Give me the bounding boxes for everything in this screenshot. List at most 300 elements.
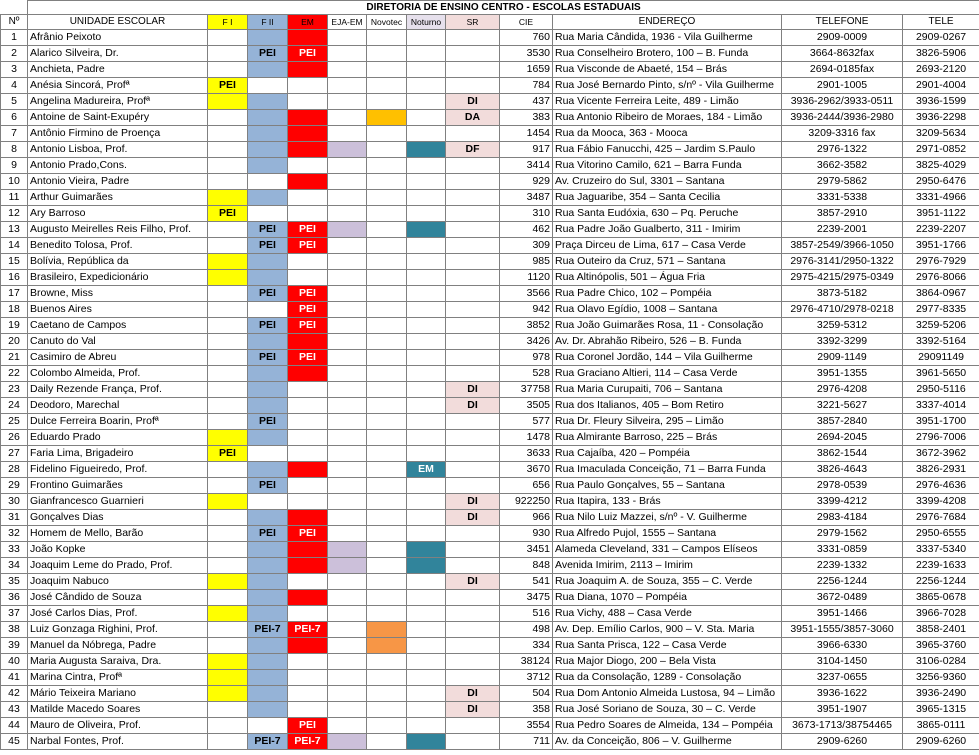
cell-cie: 383 <box>500 110 553 126</box>
cell-noturno <box>407 414 446 430</box>
cell-f1 <box>208 430 248 446</box>
cell-eja <box>328 718 367 734</box>
table-row <box>1 142 979 158</box>
cell-sr <box>446 46 500 62</box>
cell-telefone: 3826-4643 <box>782 462 903 478</box>
cell-novotec <box>367 718 407 734</box>
cell-tele: 3865-0111 <box>903 718 979 734</box>
cell-telefone: 2901-1005 <box>782 78 903 94</box>
cell-sr <box>446 126 500 142</box>
cell-f2: PEI <box>248 350 288 366</box>
cell-f2: PEI <box>248 238 288 254</box>
cell-cie: 1478 <box>500 430 553 446</box>
cell-noturno: EM <box>407 462 446 478</box>
cell-em: PEI <box>288 222 328 238</box>
cell-sr: DI <box>446 398 500 414</box>
school-name: Afrânio Peixoto <box>28 30 208 46</box>
table-row <box>1 254 979 270</box>
cell-cie: 760 <box>500 30 553 46</box>
cell-sr <box>446 606 500 622</box>
header-telefone: TELEFONE <box>782 15 903 30</box>
cell-cie: 3475 <box>500 590 553 606</box>
cell-em <box>288 174 328 190</box>
cell-tele: 3966-7028 <box>903 606 979 622</box>
row-number: 34 <box>1 558 28 574</box>
cell-telefone: 3857-2840 <box>782 414 903 430</box>
row-number: 21 <box>1 350 28 366</box>
cell-em: PEI <box>288 350 328 366</box>
page-title: DIRETORIA DE ENSINO CENTRO - ESCOLAS ESTADUAIS <box>28 1 979 15</box>
cell-address: Rua Itapira, 133 - Brás <box>553 494 782 510</box>
cell-noturno <box>407 526 446 542</box>
table-row <box>1 606 979 622</box>
table-row <box>1 158 979 174</box>
cell-f1 <box>208 30 248 46</box>
cell-cie: 528 <box>500 366 553 382</box>
row-number: 24 <box>1 398 28 414</box>
cell-sr <box>446 270 500 286</box>
cell-f1 <box>208 62 248 78</box>
cell-telefone: 3209-3316 fax <box>782 126 903 142</box>
table-row <box>1 622 979 638</box>
cell-f2 <box>248 174 288 190</box>
cell-eja <box>328 558 367 574</box>
cell-noturno <box>407 46 446 62</box>
cell-address: Rua Coronel Jordão, 144 – Vila Guilherme <box>553 350 782 366</box>
header-num: Nº <box>1 15 28 30</box>
cell-em: PEI <box>288 286 328 302</box>
cell-em <box>288 270 328 286</box>
row-number: 1 <box>1 30 28 46</box>
cell-tele: 2909-6260 <box>903 734 979 750</box>
cell-novotec <box>367 206 407 222</box>
cell-address: Rua Padre João Gualberto, 311 - Imirim <box>553 222 782 238</box>
cell-em <box>288 334 328 350</box>
cell-tele: 2971-0852 <box>903 142 979 158</box>
row-number: 26 <box>1 430 28 446</box>
school-name: Alarico Silveira, Dr. <box>28 46 208 62</box>
cell-sr <box>446 222 500 238</box>
cell-f2 <box>248 494 288 510</box>
cell-eja <box>328 542 367 558</box>
table-row <box>1 494 979 510</box>
cell-em <box>288 414 328 430</box>
cell-noturno <box>407 574 446 590</box>
cell-f2 <box>248 158 288 174</box>
cell-em <box>288 158 328 174</box>
cell-cie: 309 <box>500 238 553 254</box>
cell-eja <box>328 94 367 110</box>
row-number: 14 <box>1 238 28 254</box>
row-number: 38 <box>1 622 28 638</box>
table-row <box>1 590 979 606</box>
cell-tele: 3259-5206 <box>903 318 979 334</box>
school-name: Ary Barroso <box>28 206 208 222</box>
school-name: Bolívia, República da <box>28 254 208 270</box>
cell-novotec <box>367 110 407 126</box>
cell-f1 <box>208 126 248 142</box>
cell-f2 <box>248 398 288 414</box>
cell-telefone: 2976-4208 <box>782 382 903 398</box>
cell-sr <box>446 526 500 542</box>
cell-novotec <box>367 414 407 430</box>
cell-novotec <box>367 254 407 270</box>
cell-f1 <box>208 558 248 574</box>
cell-f1 <box>208 462 248 478</box>
school-name: Matilde Macedo Soares <box>28 702 208 718</box>
header-sr: SR <box>446 15 500 30</box>
cell-em <box>288 142 328 158</box>
cell-f2: PEI <box>248 526 288 542</box>
cell-tele: 3825-4029 <box>903 158 979 174</box>
cell-noturno <box>407 286 446 302</box>
cell-tele: 2976-8066 <box>903 270 979 286</box>
cell-noturno <box>407 686 446 702</box>
cell-em <box>288 494 328 510</box>
cell-telefone: 3966-6330 <box>782 638 903 654</box>
cell-cie: 930 <box>500 526 553 542</box>
table-row <box>1 94 979 110</box>
school-name: Maria Augusta Saraiva, Dra. <box>28 654 208 670</box>
cell-f1 <box>208 526 248 542</box>
cell-address: Rua Dr. Fleury Silveira, 295 – Limão <box>553 414 782 430</box>
cell-cie: 3530 <box>500 46 553 62</box>
school-name: Deodoro, Marechal <box>28 398 208 414</box>
cell-address: Rua Altinópolis, 501 – Água Fria <box>553 270 782 286</box>
cell-eja <box>328 414 367 430</box>
cell-eja <box>328 190 367 206</box>
cell-eja <box>328 670 367 686</box>
row-number: 42 <box>1 686 28 702</box>
cell-address: Rua Diana, 1070 – Pompéia <box>553 590 782 606</box>
school-name: Angelina Madureira, Profª <box>28 94 208 110</box>
cell-telefone: 3862-1544 <box>782 446 903 462</box>
cell-cie: 3670 <box>500 462 553 478</box>
cell-eja <box>328 350 367 366</box>
school-name: Buenos Aires <box>28 302 208 318</box>
school-name: Manuel da Nóbrega, Padre <box>28 638 208 654</box>
table-row <box>1 174 979 190</box>
school-name: Antonio Vieira, Padre <box>28 174 208 190</box>
school-name: Browne, Miss <box>28 286 208 302</box>
cell-cie: 917 <box>500 142 553 158</box>
cell-tele: 2950-5116 <box>903 382 979 398</box>
cell-f1 <box>208 270 248 286</box>
cell-tele: 3951-1122 <box>903 206 979 222</box>
school-name: Gianfrancesco Guarnieri <box>28 494 208 510</box>
cell-f1: PEI <box>208 446 248 462</box>
cell-eja <box>328 286 367 302</box>
cell-tele: 2976-7929 <box>903 254 979 270</box>
table-row <box>1 398 979 414</box>
cell-f1 <box>208 334 248 350</box>
school-name: Luiz Gonzaga Righini, Prof. <box>28 622 208 638</box>
table-row <box>1 222 979 238</box>
cell-f1 <box>208 542 248 558</box>
cell-telefone: 2239-2001 <box>782 222 903 238</box>
cell-address: Rua Almirante Barroso, 225 – Brás <box>553 430 782 446</box>
cell-f2 <box>248 574 288 590</box>
cell-cie: 516 <box>500 606 553 622</box>
cell-em: PEI <box>288 318 328 334</box>
cell-eja <box>328 654 367 670</box>
cell-em: PEI <box>288 46 328 62</box>
cell-f2 <box>248 366 288 382</box>
cell-telefone: 3873-5182 <box>782 286 903 302</box>
cell-f2 <box>248 302 288 318</box>
cell-f2: PEI <box>248 414 288 430</box>
cell-cie: 3414 <box>500 158 553 174</box>
cell-address: Rua da Mooca, 363 - Mooca <box>553 126 782 142</box>
table-row <box>1 574 979 590</box>
cell-address: Rua Visconde de Abaeté, 154 – Brás <box>553 62 782 78</box>
cell-noturno <box>407 558 446 574</box>
cell-f1 <box>208 94 248 110</box>
cell-f2: PEI-7 <box>248 622 288 638</box>
table-row <box>1 238 979 254</box>
cell-telefone: 3936-1622 <box>782 686 903 702</box>
cell-address: Rua Vicente Ferreira Leite, 489 - Limão <box>553 94 782 110</box>
cell-address: Avenida Imirim, 2113 – Imirim <box>553 558 782 574</box>
cell-tele: 2909-0267 <box>903 30 979 46</box>
cell-noturno <box>407 446 446 462</box>
cell-cie: 3505 <box>500 398 553 414</box>
cell-novotec <box>367 494 407 510</box>
cell-f2: PEI <box>248 222 288 238</box>
cell-telefone: 2983-4184 <box>782 510 903 526</box>
cell-eja <box>328 302 367 318</box>
cell-novotec <box>367 590 407 606</box>
cell-telefone: 3331-5338 <box>782 190 903 206</box>
table-row <box>1 78 979 94</box>
cell-telefone: 2909-0009 <box>782 30 903 46</box>
cell-telefone: 3857-2549/3966-1050 <box>782 238 903 254</box>
cell-sr <box>446 414 500 430</box>
cell-f1 <box>208 638 248 654</box>
cell-f1 <box>208 142 248 158</box>
row-number: 17 <box>1 286 28 302</box>
cell-f1 <box>208 366 248 382</box>
table-row <box>1 702 979 718</box>
cell-novotec <box>367 574 407 590</box>
table-row <box>1 350 979 366</box>
header-unidade: UNIDADE ESCOLAR <box>28 15 208 30</box>
cell-sr: DF <box>446 142 500 158</box>
cell-telefone: 2976-3141/2950-1322 <box>782 254 903 270</box>
cell-em <box>288 110 328 126</box>
cell-em <box>288 62 328 78</box>
cell-cie: 3712 <box>500 670 553 686</box>
table-row <box>1 126 979 142</box>
cell-eja <box>328 126 367 142</box>
cell-eja <box>328 574 367 590</box>
cell-noturno <box>407 606 446 622</box>
cell-f2 <box>248 270 288 286</box>
cell-address: Rua Conselheiro Brotero, 100 – B. Funda <box>553 46 782 62</box>
cell-cie: 3566 <box>500 286 553 302</box>
cell-noturno <box>407 302 446 318</box>
cell-f2 <box>248 446 288 462</box>
cell-noturno <box>407 590 446 606</box>
cell-novotec <box>367 478 407 494</box>
cell-eja <box>328 590 367 606</box>
header-noturno: Noturno <box>407 15 446 30</box>
cell-f1 <box>208 238 248 254</box>
cell-telefone: 3662-3582 <box>782 158 903 174</box>
cell-sr <box>446 190 500 206</box>
cell-sr <box>446 78 500 94</box>
row-number: 2 <box>1 46 28 62</box>
cell-em <box>288 446 328 462</box>
cell-f2 <box>248 110 288 126</box>
cell-em: PEI <box>288 526 328 542</box>
cell-sr <box>446 238 500 254</box>
table-row <box>1 382 979 398</box>
row-number: 30 <box>1 494 28 510</box>
row-number: 40 <box>1 654 28 670</box>
cell-address: Rua Paulo Gonçalves, 55 – Santana <box>553 478 782 494</box>
cell-tele: 3826-5906 <box>903 46 979 62</box>
table-row <box>1 446 979 462</box>
row-number: 35 <box>1 574 28 590</box>
school-name: Narbal Fontes, Prof. <box>28 734 208 750</box>
row-number: 36 <box>1 590 28 606</box>
cell-telefone: 3673-1713/38754465 <box>782 718 903 734</box>
row-number: 10 <box>1 174 28 190</box>
cell-telefone: 2909-6260 <box>782 734 903 750</box>
cell-sr <box>446 718 500 734</box>
table-row <box>1 270 979 286</box>
cell-sr: DI <box>446 702 500 718</box>
cell-cie: 310 <box>500 206 553 222</box>
row-number: 32 <box>1 526 28 542</box>
cell-telefone: 2978-0539 <box>782 478 903 494</box>
cell-em <box>288 78 328 94</box>
table-row <box>1 686 979 702</box>
cell-cie: 1120 <box>500 270 553 286</box>
cell-eja <box>328 638 367 654</box>
cell-eja <box>328 366 367 382</box>
cell-noturno <box>407 142 446 158</box>
header-tele: TELE <box>903 15 979 30</box>
cell-tele: 3337-5340 <box>903 542 979 558</box>
cell-telefone: 3857-2910 <box>782 206 903 222</box>
cell-em: PEI <box>288 238 328 254</box>
cell-novotec <box>367 446 407 462</box>
cell-telefone: 3936-2444/3936-2980 <box>782 110 903 126</box>
cell-sr <box>446 638 500 654</box>
cell-address: Rua Outeiro da Cruz, 571 – Santana <box>553 254 782 270</box>
header-cie: CIE <box>500 15 553 30</box>
school-name: Caetano de Campos <box>28 318 208 334</box>
cell-f2: PEI <box>248 478 288 494</box>
cell-eja <box>328 606 367 622</box>
cell-sr <box>446 158 500 174</box>
cell-eja <box>328 382 367 398</box>
cell-address: Rua Santa Prisca, 122 – Casa Verde <box>553 638 782 654</box>
cell-f1 <box>208 110 248 126</box>
cell-address: Rua Padre Chico, 102 – Pompéia <box>553 286 782 302</box>
cell-f1 <box>208 622 248 638</box>
header-em: EM <box>288 15 328 30</box>
cell-eja <box>328 78 367 94</box>
cell-tele: 2950-6555 <box>903 526 979 542</box>
cell-f2 <box>248 670 288 686</box>
row-number: 45 <box>1 734 28 750</box>
cell-sr <box>446 302 500 318</box>
cell-f1 <box>208 686 248 702</box>
cell-em: PEI-7 <box>288 734 328 750</box>
cell-cie: 1454 <box>500 126 553 142</box>
row-number: 37 <box>1 606 28 622</box>
cell-cie: 498 <box>500 622 553 638</box>
cell-em <box>288 462 328 478</box>
cell-eja <box>328 174 367 190</box>
cell-novotec <box>367 78 407 94</box>
header-f1: F I <box>208 15 248 30</box>
cell-tele: 2976-4636 <box>903 478 979 494</box>
cell-sr <box>446 734 500 750</box>
cell-novotec <box>367 126 407 142</box>
cell-cie: 37758 <box>500 382 553 398</box>
cell-telefone: 3936-2962/3933-0511 <box>782 94 903 110</box>
cell-telefone: 2979-5862 <box>782 174 903 190</box>
cell-telefone: 3259-5312 <box>782 318 903 334</box>
table-row <box>1 318 979 334</box>
cell-eja <box>328 446 367 462</box>
row-number: 31 <box>1 510 28 526</box>
cell-em <box>288 478 328 494</box>
row-number: 4 <box>1 78 28 94</box>
row-number: 33 <box>1 542 28 558</box>
cell-cie: 985 <box>500 254 553 270</box>
cell-f1 <box>208 494 248 510</box>
cell-novotec <box>367 542 407 558</box>
cell-novotec <box>367 398 407 414</box>
cell-f2 <box>248 142 288 158</box>
school-name: Frontino Guimarães <box>28 478 208 494</box>
cell-sr <box>446 366 500 382</box>
cell-eja <box>328 478 367 494</box>
cell-f2 <box>248 606 288 622</box>
table-row <box>1 558 979 574</box>
table-row <box>1 46 979 62</box>
cell-f2 <box>248 542 288 558</box>
cell-f1 <box>208 398 248 414</box>
cell-telefone: 3237-0655 <box>782 670 903 686</box>
table-row <box>1 670 979 686</box>
cell-tele: 2901-4004 <box>903 78 979 94</box>
cell-tele: 3106-0284 <box>903 654 979 670</box>
cell-noturno <box>407 238 446 254</box>
cell-eja <box>328 430 367 446</box>
cell-novotec <box>367 382 407 398</box>
cell-novotec <box>367 558 407 574</box>
cell-address: Praça Dirceu de Lima, 617 – Casa Verde <box>553 238 782 254</box>
cell-f1 <box>208 718 248 734</box>
cell-eja <box>328 158 367 174</box>
cell-address: Rua Nilo Luiz Mazzei, s/nº - V. Guilherme <box>553 510 782 526</box>
cell-novotec <box>367 46 407 62</box>
cell-noturno <box>407 366 446 382</box>
cell-eja <box>328 142 367 158</box>
cell-f1 <box>208 734 248 750</box>
cell-telefone: 3951-1555/3857-3060 <box>782 622 903 638</box>
cell-novotec <box>367 286 407 302</box>
cell-eja <box>328 462 367 478</box>
cell-noturno <box>407 494 446 510</box>
cell-f1 <box>208 414 248 430</box>
